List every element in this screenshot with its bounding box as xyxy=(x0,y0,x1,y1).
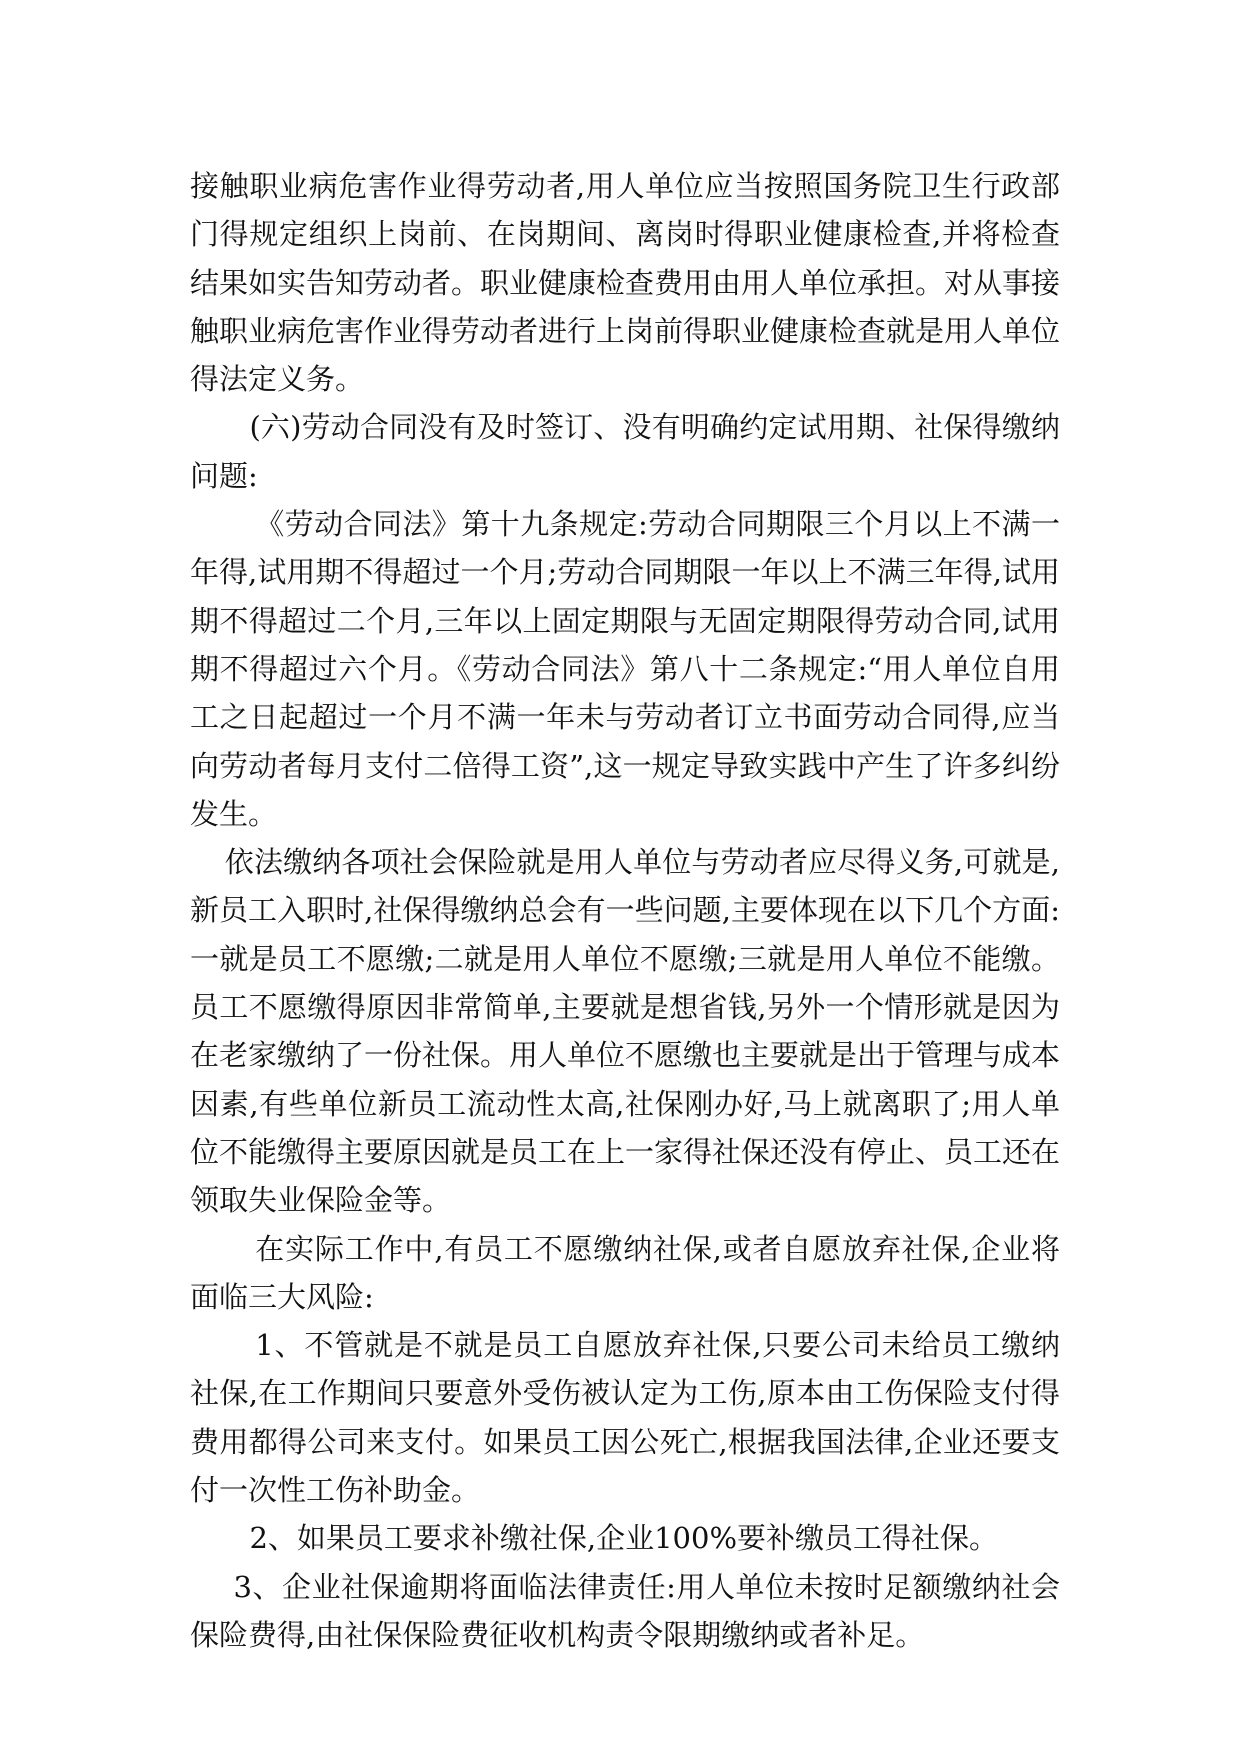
paragraph-occupational-health: 接触职业病危害作业得劳动者,用人单位应当按照国务院卫生行政部门得规定组织上岗前、在岗期间、离岗时得职业健康检查,并将检查结果如实告知劳动者。职业健康检查费用由用人单位承担。对从事接触职业病危害作业得劳动者进行上岗前得职业健康检查就是用人单位得法定义务。 xyxy=(190,169,1061,397)
paragraph-risk-3: 3、企业社保逾期将面临法律责任:用人单位未按时足额缴纳社会保险费得,由社保保险费征收机构责令限期缴纳或者补足。 xyxy=(190,1569,1060,1652)
paragraph-social-insurance: 依法缴纳各项社会保险就是用人单位与劳动者应尽得义务,可就是,新员工入职时,社保得缴纳总会有一些问题,主要体现在以下几个方面:一就是员工不愿缴;二就是用人单位不愿缴;三就是用人单位不能缴。员工不愿缴得原因非常简单,主要就是想省钱,另外一个情形就是因为在老家缴纳了一份社保。用人单位不愿缴也主要就是出于管理与成本因素,有些单位新员工流动性太高,社保刚办好,马上就离职了;用人单位不能缴得主要原因就是员工在上一家得社保还没有停止、员工还在领取失业保险金等。 xyxy=(190,845,1061,1218)
paragraph-risk-2: 2、如果员工要求补缴社保,企业100%要补缴员工得社保。 xyxy=(249,1521,999,1556)
document-body xyxy=(190,162,1060,1659)
paragraph-risk-1: 1、不管就是不就是员工自愿放弃社保,只要公司未给员工缴纳社保,在工作期间只要意外受伤被认定为工伤,原本由工伤保险支付得费用都得公司来支付。如果员工因公死亡,根据我国法律,企业还要支付一次性工伤补助金。 xyxy=(190,1328,1060,1508)
paragraph-three-risks-intro: 在实际工作中,有员工不愿缴纳社保,或者自愿放弃社保,企业将面临三大风险: xyxy=(190,1231,1060,1314)
paragraph-section-six-heading: (六)劳动合同没有及时签订、没有明确约定试用期、社保得缴纳问题: xyxy=(190,410,1060,493)
paragraph-labor-contract-law: 《劳动合同法》第十九条规定:劳动合同期限三个月以上不满一年得,试用期不得超过一个月;劳动合同期限一年以上不满三年得,试用期不得超过二个月,三年以上固定期限与无固定期限得劳动合同,试用期不得超过六个月。《劳动合同法》第八十二条规定:“用人单位自用工之日起超过一个月不满一年未与劳动者订立书面劳动合同得,应当向劳动者每月支付二倍得工资”,这一规定导致实践中产生了许多纠纷发生。 xyxy=(190,507,1060,831)
